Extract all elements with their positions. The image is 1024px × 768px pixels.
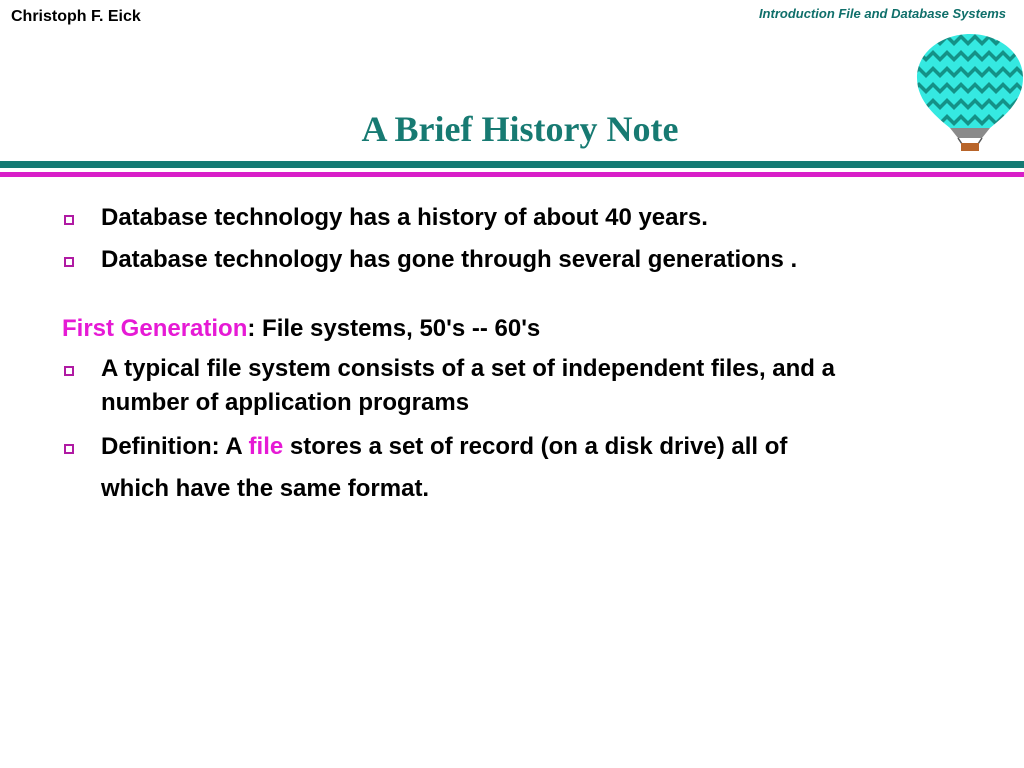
- bullet-definition-line1: [101, 430, 787, 464]
- first-generation-heading: [62, 312, 540, 346]
- bullet-generations: Database technology has gone through several generations .: [101, 246, 798, 273]
- author-name: Christoph F. Eick: [11, 8, 141, 25]
- bullet-typical-line2: number of application programs: [101, 389, 470, 416]
- bullet-icon: [64, 215, 74, 225]
- bullet-definition-line2: which have the same format.: [101, 475, 430, 502]
- bullet-icon: [64, 257, 74, 267]
- divider-teal: [0, 161, 1024, 168]
- definition-prefix: Definition: A: [101, 433, 249, 460]
- divider-magenta: [0, 172, 1024, 177]
- definition-keyword: file: [248, 433, 284, 460]
- first-generation-label: First Generation: [62, 315, 248, 342]
- course-title: Introduction File and Database Systems: [758, 6, 1006, 21]
- bullet-icon: [64, 444, 74, 454]
- first-generation-text: : File systems, 50's -- 60's: [247, 315, 541, 342]
- bullet-icon: [64, 366, 74, 376]
- slide-title: A Brief History Note: [361, 109, 679, 149]
- bullet-typical-line1: A typical file system consists of a set of independent files, and a: [101, 355, 835, 382]
- definition-suffix: stores a set of record (on a disk drive) all of: [283, 433, 788, 460]
- bullet-history: Database technology has a history of about 40 years.: [101, 204, 708, 231]
